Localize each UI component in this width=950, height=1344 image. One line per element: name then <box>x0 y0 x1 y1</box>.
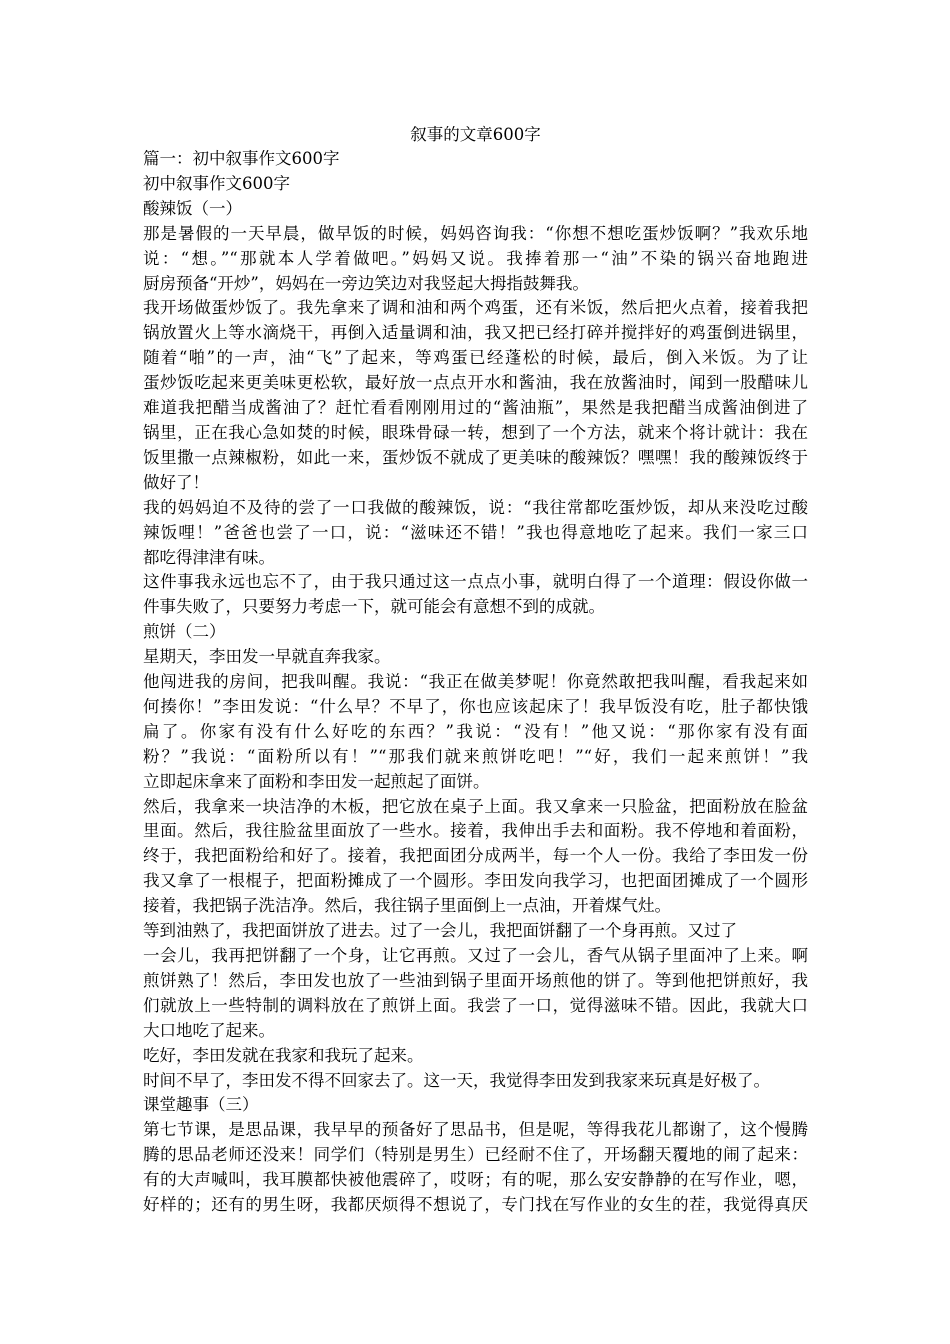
text-line: 好样的；还有的男生呀，我都厌烦得不想说了，专门找在写作业的女生的茬，我觉得真厌 <box>143 1195 808 1215</box>
document-page <box>143 122 808 1218</box>
text-line: 难道我把醋当成酱油了？赶忙看看刚刚用过的“酱油瓶”，果然是我把醋当成酱油倒进了 <box>143 398 808 418</box>
text-line: 粉？”我说：“面粉所以有！”“那我们就来煎饼吃吧！”“好，我们一起来煎饼！”我 <box>143 746 808 766</box>
text-line: 第七节课，是思品课，我早早的预备好了思品书，但是呢，等得我花儿都谢了，这个慢腾 <box>143 1120 808 1140</box>
text-line: 做好了！ <box>143 472 209 492</box>
document-title: 叙事的文章600字 <box>410 125 541 144</box>
text-line: 他闯进我的房间，把我叫醒。我说：“我正在做美梦呢！你竟然敢把我叫醒，看我起来如 <box>143 672 808 692</box>
text-line: 我的妈妈迫不及待的尝了一口我做的酸辣饭，说：“我往常都吃蛋炒饭，却从来没吃过酸 <box>143 497 808 517</box>
text-line: 那是暑假的一天早晨，做早饭的时候，妈妈咨询我：“你想不想吃蛋炒饭啊？”我欢乐地 <box>143 223 808 243</box>
text-line: 大口地吃了起来。 <box>143 1020 275 1040</box>
text-line: 辣饭哩！”爸爸也尝了一口，说：“滋味还不错！”我也得意地吃了起来。我们一家三口 <box>143 522 808 542</box>
text-line: 锅里，正在我心急如焚的时候，眼珠骨碌一转，想到了一个方法，就来个将计就计：我在 <box>143 422 808 442</box>
text-line: 有的大声喊叫，我耳膜都快被他震碎了，哎呀；有的呢，那么安安静静的在写作业，嗯， <box>143 1170 808 1190</box>
text-line: 锅放置火上等水滴烧干，再倒入适量调和油，我又把已经打碎并搅拌好的鸡蛋倒进锅里， <box>143 323 808 343</box>
text-line: 里面。然后，我往脸盆里面放了一些水。接着，我伸出手去和面粉。我不停地和着面粉， <box>143 821 808 841</box>
text-line: 扁了。你家有没有什么好吃的东西？”我说：“没有！”他又说：“那你家有没有面 <box>143 721 808 741</box>
text-line: 饭里撒一点辣椒粉，如此一来，蛋炒饭不就成了更美味的酸辣饭？嘿嘿！我的酸辣饭终于 <box>143 447 808 467</box>
text-line: 初中叙事作文600字 <box>143 173 290 193</box>
text-line: 厨房预备“开炒”，妈妈在一旁边笑边对我竖起大拇指鼓舞我。 <box>143 273 589 293</box>
text-line: 终于，我把面粉给和好了。接着，我把面团分成两半，每一个人一份。我给了李田发一份 <box>143 846 808 866</box>
text-line: 课堂趣事（三） <box>143 1095 259 1115</box>
text-line: 时间不早了，李田发不得不回家去了。这一天，我觉得李田发到我家来玩真是好极了。 <box>143 1070 770 1090</box>
text-line: 酸辣饭（一） <box>143 198 242 218</box>
text-line: 煎饼（二） <box>143 622 226 642</box>
text-line: 然后，我拿来一块洁净的木板，把它放在桌子上面。我又拿来一只脸盆，把面粉放在脸盆 <box>143 796 808 816</box>
text-line: 吃好，李田发就在我家和我玩了起来。 <box>143 1045 424 1065</box>
text-line: 立即起床拿来了面粉和李田发一起煎起了面饼。 <box>143 771 490 791</box>
document-body <box>143 147 808 1218</box>
text-line: 我开场做蛋炒饭了。我先拿来了调和油和两个鸡蛋，还有米饭，然后把火点着，接着我把 <box>143 298 808 318</box>
text-line: 接着，我把锅子洗洁净。然后，我往锅子里面倒上一点油，开着煤气灶。 <box>143 896 671 916</box>
text-line: 件事失败了，只要努力考虑一下，就可能会有意想不到的成就。 <box>143 597 605 617</box>
text-line: 篇一：初中叙事作文600字 <box>143 149 340 168</box>
text-line: 都吃得津津有味。 <box>143 547 275 567</box>
text-line: 们就放上一些特制的调料放在了煎饼上面。我尝了一口，觉得滋味不错。因此，我就大口 <box>143 995 808 1015</box>
text-line: 蛋炒饭吃起来更美味更松软，最好放一点点开水和酱油，我在放酱油时，闻到一股醋味儿 <box>143 373 808 393</box>
text-line: 腾的思品老师还没来！同学们（特别是男生）已经耐不住了，开场翻天覆地的闹了起来： <box>143 1145 808 1165</box>
text-line: 说：“想。”“那就本人学着做吧。”妈妈又说。我捧着那一“油”不染的锅兴奋地跑进 <box>143 248 808 268</box>
text-line: 煎饼熟了！然后，李田发也放了一些油到锅子里面开场煎他的饼了。等到他把饼煎好，我 <box>143 970 808 990</box>
text-line: 我又拿了一根棍子，把面粉摊成了一个圆形。李田发向我学习，也把面团摊成了一个圆形 <box>143 871 808 891</box>
text-line: 何揍你！”李田发说：“什么早？不早了，你也应该起床了！我早饭没有吃，肚子都快饿 <box>143 696 808 716</box>
text-line: 随着“啪”的一声，油“飞”了起来，等鸡蛋已经蓬松的时候，最后，倒入米饭。为了让 <box>143 348 808 368</box>
text-line: 这件事我永远也忘不了，由于我只通过这一点点小事，就明白得了一个道理：假设你做一 <box>143 572 808 592</box>
text-line: 一会儿，我再把饼翻了一个身，让它再煎。又过了一会儿，香气从锅子里面冲了上来。啊 <box>143 946 808 965</box>
text-line: 等到油熟了，我把面饼放了进去。过了一会儿，我把面饼翻了一个身再煎。又过了 <box>143 921 737 941</box>
text-line: 星期天，李田发一早就直奔我家。 <box>143 647 391 667</box>
